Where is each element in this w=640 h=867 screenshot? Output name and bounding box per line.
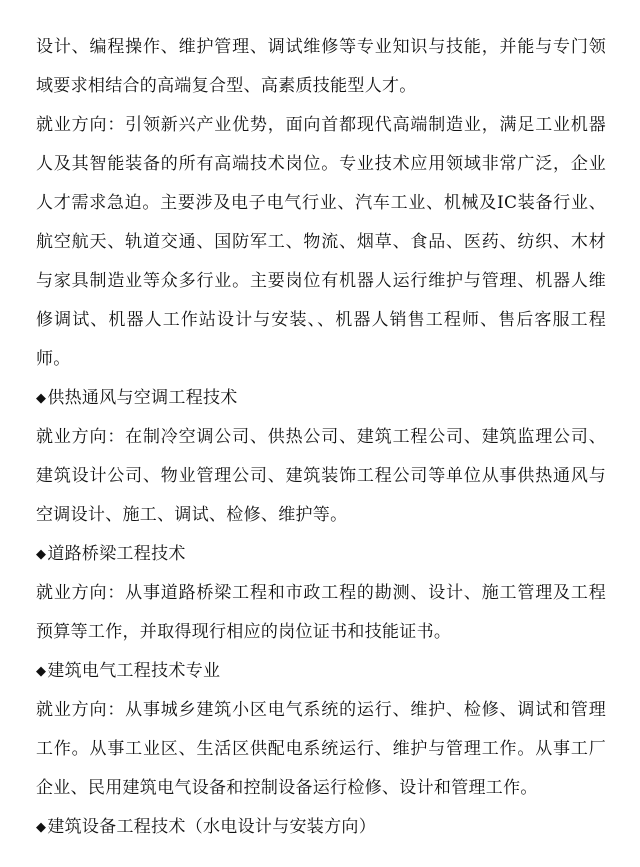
heading-text: 供热通风与空调工程技术 (47, 388, 238, 408)
diamond-bullet-icon: ◆ (36, 547, 47, 562)
building-electrical-career-paragraph: 就业方向：从事城乡建筑小区电气系统的运行、维护、检修、调试和管理工作。从事工业区、生活区供配电系统运行、维护与管理工作。从事工厂企业、民用建筑电气设备和控制设备运行检修、设计和管理工作。 (36, 700, 606, 798)
heading-building-electrical (36, 652, 606, 691)
hvac-career-paragraph: 就业方向：在制冷空调公司、供热公司、建筑工程公司、建筑监理公司、建筑设计公司、物业管理公司、建筑装饰工程公司等单位从事供热通风与空调设计、施工、调试、检修、维护等。 (36, 427, 606, 525)
diamond-bullet-icon: ◆ (36, 391, 47, 406)
heading-text: 建筑设备工程技术（水电设计与安装方向） (47, 817, 377, 837)
heading-road-bridge-engineering (36, 535, 606, 574)
diamond-bullet-icon: ◆ (36, 820, 47, 835)
robotics-career-paragraph: 就业方向：引领新兴产业优势，面向首都现代高端制造业，满足工业机器人及其智能装备的所有高端技术岗位。专业技术应用领域非常广泛，企业人才需求急迫。主要涉及电子电气行业、汽车工业、机械及IC装备行业、航空航天、轨道交通、国防军工、物流、烟草、食品、医药、纺织、木材与家具制造业等众多行业。主要岗位有机器人运行维护与管理、机器人维修调试、机器人工作站设计与安装、、机器人销售工程师、售后客服工程师。 (36, 115, 606, 369)
heading-hvac-engineering (36, 379, 606, 418)
heading-building-equipment (36, 808, 606, 847)
road-bridge-career-paragraph: 就业方向：从事道路桥梁工程和市政工程的勘测、设计、施工管理及工程预算等工作，并取得现行相应的岗位证书和技能证书。 (36, 583, 606, 642)
intro-paragraph: 设计、编程操作、维护管理、调试维修等专业知识与技能，并能与专门领域要求相结合的高端复合型、高素质技能型人才。 (36, 37, 606, 96)
diamond-bullet-icon: ◆ (36, 664, 47, 679)
heading-text: 道路桥梁工程技术 (47, 544, 186, 564)
heading-text: 建筑电气工程技术专业 (47, 661, 221, 681)
